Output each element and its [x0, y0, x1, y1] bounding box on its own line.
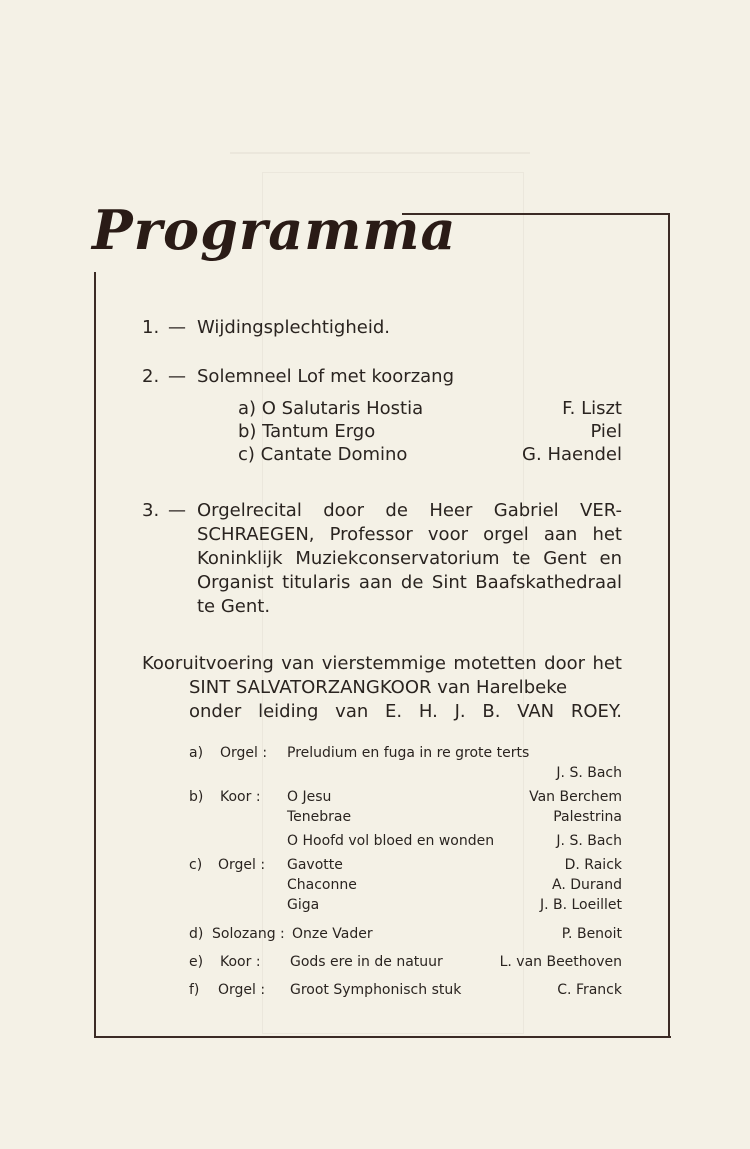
frame-bottom-line	[94, 1036, 671, 1038]
program-letter: b)	[189, 789, 204, 805]
choir-intro-line: onder leiding van E. H. J. B. VAN ROEY.	[189, 701, 622, 722]
lof-composer: G. Haendel	[522, 444, 622, 465]
page-title: Programma	[92, 198, 457, 262]
program-composer: L. van Beethoven	[499, 954, 622, 970]
program-composer: Palestrina	[553, 809, 622, 825]
show-through-mark	[230, 112, 530, 154]
recital-line: Organist titularis aan de Sint Baafskathedraal	[197, 572, 622, 593]
program-piece: Groot Symphonisch stuk	[290, 982, 462, 998]
program-composer: C. Franck	[557, 982, 622, 998]
frame-left-line	[94, 272, 96, 1038]
program-letter: d)	[189, 926, 204, 942]
recital-line: te Gent.	[197, 596, 271, 617]
program-instrument: Orgel :	[218, 982, 266, 998]
program-instrument: Orgel :	[220, 745, 268, 761]
recital-line: Koninklijk Muziekconservatorium te Gent en	[197, 548, 622, 569]
item-text: Wijdingsplechtigheid.	[197, 317, 390, 338]
program-piece: Preludium en fuga in re grote terts	[287, 745, 530, 761]
item-number: 3.	[142, 500, 160, 521]
program-letter: e)	[189, 954, 204, 970]
lof-composer: Piel	[590, 421, 622, 442]
program-piece: Chaconne	[287, 877, 357, 893]
program-piece: Tenebrae	[287, 809, 352, 825]
program-instrument: Orgel :	[218, 857, 266, 873]
recital-line: Orgelrecital door de Heer Gabriel VER-	[197, 500, 622, 521]
item-dash: —	[168, 317, 186, 338]
item-number: 2.	[142, 366, 160, 387]
recital-line: SCHRAEGEN, Professor voor orgel aan het	[197, 524, 622, 545]
program-piece: Onze Vader	[292, 926, 373, 942]
item-dash: —	[168, 500, 186, 521]
frame-right-line	[668, 213, 670, 1038]
item-text: Solemneel Lof met koorzang	[197, 366, 455, 387]
program-letter: f)	[189, 982, 200, 998]
program-instrument: Koor :	[220, 789, 261, 805]
lof-piece: b) Tantum Ergo	[238, 421, 376, 442]
program-composer: A. Durand	[552, 877, 622, 893]
program-piece: O Hoofd vol bloed en wonden	[287, 833, 495, 849]
choir-intro-line: Kooruitvoering van vierstemmige motetten door het	[142, 653, 622, 674]
program-composer: P. Benoit	[561, 926, 622, 942]
program-letter: c)	[189, 857, 203, 873]
lof-composer: F. Liszt	[562, 398, 622, 419]
program-piece: Gods ere in de natuur	[290, 954, 443, 970]
item-number: 1.	[142, 317, 160, 338]
program-piece: O Jesu	[287, 789, 332, 805]
program-piece: Gavotte	[287, 857, 343, 873]
lof-piece: a) O Salutaris Hostia	[238, 398, 424, 419]
program-letter: a)	[189, 745, 204, 761]
lof-piece: c) Cantate Domino	[238, 444, 408, 465]
program-composer: J. S. Bach	[556, 765, 622, 781]
program-composer: D. Raick	[564, 857, 622, 873]
program-instrument: Solozang :	[212, 926, 285, 942]
choir-intro-line: SINT SALVATORZANGKOOR van Harelbeke	[189, 677, 568, 698]
program-composer: Van Berchem	[529, 789, 622, 805]
program-composer: J. B. Loeillet	[539, 897, 622, 913]
program-piece: Giga	[287, 897, 320, 913]
item-dash: —	[168, 366, 186, 387]
program-composer: J. S. Bach	[556, 833, 622, 849]
program-instrument: Koor :	[220, 954, 261, 970]
